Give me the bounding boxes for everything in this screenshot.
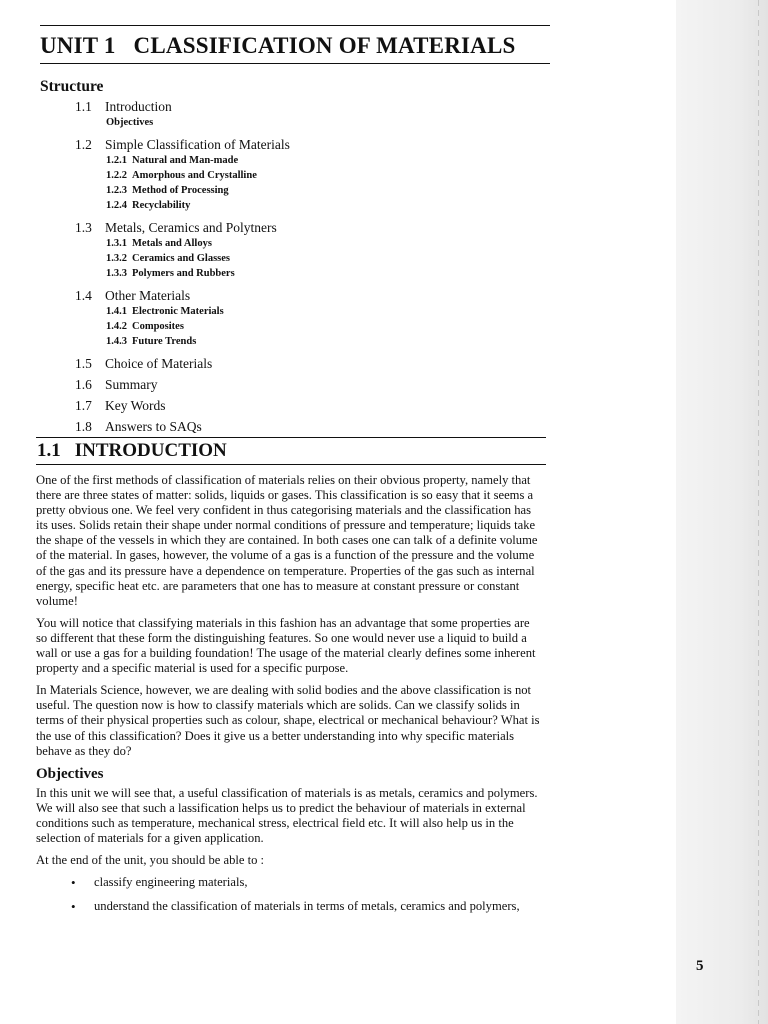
section-body (36, 473, 542, 923)
bullet-icon: • (71, 875, 76, 891)
list-item-text: understand the classification of materials in terms of metals, ceramics and polymers, (94, 899, 520, 914)
list-item (36, 899, 542, 914)
toc-number: 1.6 (75, 377, 92, 392)
toc-main-line (75, 136, 535, 153)
toc-subentry (75, 319, 535, 334)
toc-subentry (75, 168, 535, 183)
toc-sub-label: Electronic Materials (132, 306, 224, 317)
toc-sub-number: 1.3.2 (106, 253, 127, 264)
intro-paragraph-3: In Materials Science, however, we are dealing with solid bodies and the above classification is not useful. The question now is how to classify materials which are solids. Can we classify solids in terms of their physical properties such as colour, shape, electrical or mechanical behaviour? What is the use of this classification? Does it give us a better understanding into why specific materials behave as they do? (36, 683, 540, 758)
bullet-icon: • (71, 899, 76, 915)
toc-sub-number: 1.4.1 (106, 306, 127, 317)
toc-number: 1.1 (75, 99, 92, 114)
section-top-rule (36, 437, 546, 438)
table-of-contents (75, 98, 535, 439)
toc-label: Choice of Materials (105, 356, 213, 371)
intro-paragraph-1: One of the first methods of classification of materials relies on their obvious property, namely that there are three states of matter: solids, liquids or gases. This classification is so easy that it seems a pretty obvious one. We feel very confident in thus categorising materials and the classification has its uses. Solids retain their shape under normal conditions of pressure and temperature; liquids take the shape of the vessels in which they are contained. In both cases one can talk of a definite volume of the material. In gases, however, the volume of a gas is a function of the pressure and the volume of the gas and its pressure have a dependence on temperature. Properties of the gas such as internal energy, specific heat etc. are parameters that one has to measure at constant pressure or constant volume! (36, 473, 538, 608)
unit-title-text: CLASSIFICATION OF MATERIALS (133, 33, 516, 58)
toc-subentry (75, 115, 535, 130)
scan-edge (758, 0, 759, 1024)
toc-sub-number: 1.2.2 (106, 170, 127, 181)
toc-sub-number: 1.4.2 (106, 321, 127, 332)
toc-main-line (75, 418, 535, 435)
section-number: 1.1 (37, 440, 61, 461)
toc-main-line (75, 355, 535, 372)
toc-sub-number: 1.3.1 (106, 238, 127, 249)
unit-number: UNIT 1 (40, 33, 116, 58)
toc-entry (75, 397, 535, 414)
toc-label: Simple Classification of Materials (105, 137, 290, 152)
toc-subentry (75, 198, 535, 213)
page-number: 5 (696, 958, 704, 974)
toc-number: 1.7 (75, 398, 92, 413)
toc-entry (75, 98, 535, 130)
toc-subentry (75, 251, 535, 266)
toc-entry (75, 136, 535, 213)
toc-main-line (75, 98, 535, 115)
toc-sub-label: Recyclability (132, 200, 191, 211)
toc-sub-label: Ceramics and Glasses (132, 253, 230, 264)
toc-number: 1.4 (75, 288, 92, 303)
toc-entry (75, 219, 535, 281)
toc-entry (75, 287, 535, 349)
toc-sub-label: Metals and Alloys (132, 238, 212, 249)
toc-sub-label: Polymers and Rubbers (132, 268, 235, 279)
objectives-list (36, 875, 542, 914)
toc-number: 1.5 (75, 356, 92, 371)
top-rule (40, 25, 550, 26)
toc-sub-number: 1.2.3 (106, 185, 127, 196)
toc-number: 1.8 (75, 419, 92, 434)
section-underline (36, 464, 546, 465)
toc-subentry (75, 304, 535, 319)
toc-number: 1.3 (75, 220, 92, 235)
toc-sub-label: Composites (132, 321, 184, 332)
toc-label: Summary (105, 377, 158, 392)
toc-sub-label: Future Trends (132, 336, 197, 347)
toc-subentry (75, 183, 535, 198)
objectives-heading: Objectives (36, 765, 104, 782)
toc-sub-label: Amorphous and Crystalline (132, 170, 257, 181)
toc-number: 1.2 (75, 137, 92, 152)
objectives-paragraph-2: At the end of the unit, you should be able to : (36, 853, 265, 868)
structure-heading: Structure (40, 78, 104, 95)
toc-subentry (75, 153, 535, 168)
toc-sub-number: 1.2.1 (106, 155, 127, 166)
section-heading (37, 440, 227, 462)
unit-title (40, 33, 516, 59)
toc-label: Introduction (105, 99, 172, 114)
toc-entry (75, 355, 535, 372)
toc-sub-number: 1.4.3 (106, 336, 127, 347)
toc-subentry (75, 236, 535, 251)
toc-sub-number: 1.3.3 (106, 268, 127, 279)
toc-main-line (75, 397, 535, 414)
toc-sub-number: 1.2.4 (106, 200, 127, 211)
toc-sub-label: Method of Processing (132, 185, 229, 196)
objectives-paragraph-1: In this unit we will see that, a useful classification of materials is as metals, ceramics and polymers. We will also see that such a lassification helps us to predict the behaviour of materials in external conditions such as temperature, mechanical stress, electrical field etc. It will also help us in the selection of materials for a given application. (36, 785, 538, 846)
intro-paragraph-2: You will notice that classifying materials in this fashion has an advantage that some properties are so different that these form the distinguishing features. So one would never use a liquid to build a wall or use a gas for a building foundation! The usage of the material clearly defines some inherent property and a specific material is used for a specific purpose. (36, 615, 536, 676)
toc-main-line (75, 376, 535, 393)
toc-sub-label: Natural and Man-made (132, 155, 239, 166)
toc-subentry (75, 334, 535, 349)
list-item-text: classify engineering materials, (94, 875, 248, 890)
scan-margin-shadow (676, 0, 768, 1024)
toc-label: Metals, Ceramics and Polytners (105, 220, 277, 235)
toc-entry (75, 418, 535, 435)
toc-main-line (75, 287, 535, 304)
toc-label: Other Materials (105, 288, 191, 303)
toc-main-line (75, 219, 535, 236)
list-item (36, 875, 542, 890)
section-title: INTRODUCTION (74, 440, 227, 461)
toc-sub-label: Objectives (106, 117, 154, 128)
toc-label: Answers to SAQs (105, 419, 202, 434)
title-underline (40, 63, 550, 64)
toc-entry (75, 376, 535, 393)
toc-label: Key Words (105, 398, 166, 413)
toc-subentry (75, 266, 535, 281)
